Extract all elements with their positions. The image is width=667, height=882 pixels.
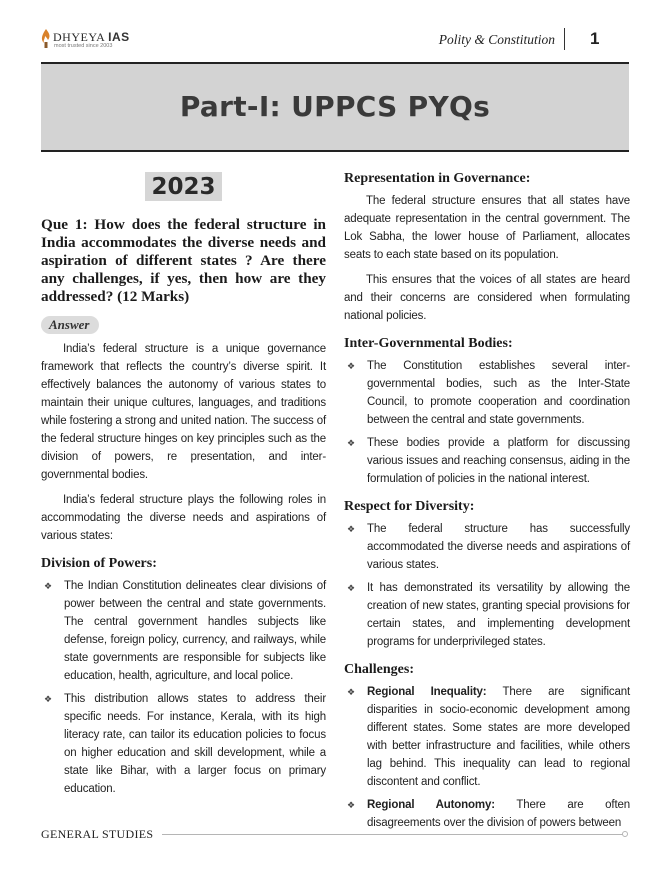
logo [40, 26, 160, 52]
diamond-bullet-icon: ❖ [44, 581, 52, 591]
division-bullets [41, 577, 326, 798]
representation-paragraph-2: This ensures that the voices of all states are heard and their concerns are considered when formulating national policies. [344, 274, 630, 322]
part-banner [41, 62, 629, 152]
diamond-bullet-icon: ❖ [347, 361, 355, 371]
left-column [41, 170, 326, 803]
diamond-bullet-icon: ❖ [347, 687, 355, 697]
diamond-bullet-icon: ❖ [347, 524, 355, 534]
list-item: ❖ Regional Autonomy: There are often disagreements over the division of powers between [344, 796, 630, 832]
intergov-bullets [344, 357, 630, 488]
diamond-bullet-icon: ❖ [347, 438, 355, 448]
section-heading-representation: Representation in Governance: [344, 171, 531, 186]
footer-dot [622, 831, 628, 837]
list-item: ❖ The federal structure has successfully accommodated the diverse needs and aspirations of various states. [344, 520, 630, 574]
year-badge: 2023 [145, 172, 221, 201]
list-item: ❖ It has demonstrated its versatility by allowing the creation of new states, granting special provisions for certain states, and implementing development programs for underprivileged states. [344, 579, 630, 651]
footer-rule [162, 834, 624, 835]
part-title: Part-I: UPPCS PYQs [179, 90, 491, 123]
section-heading-diversity: Respect for Diversity: [344, 499, 475, 514]
challenges-bullets [344, 683, 630, 832]
answer-label: Answer [41, 316, 99, 334]
page-number: 1 [590, 29, 600, 48]
section-heading-challenges: Challenges: [344, 662, 414, 677]
question-text: Que 1: How does the federal structure in India accommodates the diverse needs and aspiration of different states ? Are there any challenges, if yes, then how are they addressed? (12 Marks) [41, 216, 326, 305]
bullet-term: Regional Inequality: [367, 686, 487, 698]
header-divider [564, 28, 565, 50]
list-item: ❖ This distribution allows states to address their specific needs. For instance, Kerala, with its high literacy rate, can tailor its education policies to focus on higher education and skill development, while a state like Bihar, with a larger focus on primary education. [41, 690, 326, 798]
section-heading-intergov: Inter-Governmental Bodies: [344, 336, 513, 351]
diamond-bullet-icon: ❖ [44, 694, 52, 704]
section-heading-division: Division of Powers: [41, 556, 157, 571]
list-item: ❖ These bodies provide a platform for discussing various issues and reaching consensus, aiding in the formulation of policies in the national interest. [344, 434, 630, 488]
flame-icon [40, 28, 52, 48]
diamond-bullet-icon: ❖ [347, 583, 355, 593]
right-column [344, 170, 630, 837]
list-item: ❖ The Indian Constitution delineates clear divisions of power between the central and state governments. The central government handles subjects like defense, foreign policy, currency, and railways, while state governments are responsible for subjects like education, health, agriculture, and local police. [41, 577, 326, 685]
footer-label: GENERAL STUDIES [41, 827, 154, 841]
logo-text: DHYEYA IAS [53, 30, 130, 44]
diamond-bullet-icon: ❖ [347, 800, 355, 810]
bullet-term: Regional Autonomy: [367, 799, 495, 811]
list-item: ❖ Regional Inequality: There are significant disparities in socio-economic development among different states. Some states are more developed with better infrastructure and facilities, while others lag behind. This inequality can lead to regional discontent and conflict. [344, 683, 630, 791]
intro-paragraph: India’s federal structure is a unique governance framework that reflects the country’s diverse spirit. It effectively balances the autonomy of various states to maintain their unique cultures, languages, and traditions while fostering a strong and united nation. The success of the federal structure hinges on key principles such as the division of powers, re presentation, and inter-governmental bodies. [41, 343, 326, 481]
list-item: ❖ The Constitution establishes several inter-governmental bodies, such as the Inter-State Council, to promote cooperation and coordination between the central and state governments. [344, 357, 630, 429]
representation-paragraph-1: The federal structure ensures that all states have adequate representation in the central government. The Lok Sabha, the lower house of Parliament, allocates seats to each state based on its population. [344, 195, 630, 261]
roles-paragraph: India’s federal structure plays the following roles in accommodating the diverse needs and aspirations of various states: [41, 494, 326, 542]
diversity-bullets [344, 520, 630, 651]
subject-title: Polity & Constitution [438, 32, 555, 47]
logo-tagline: most trusted since 2003 [54, 43, 113, 49]
